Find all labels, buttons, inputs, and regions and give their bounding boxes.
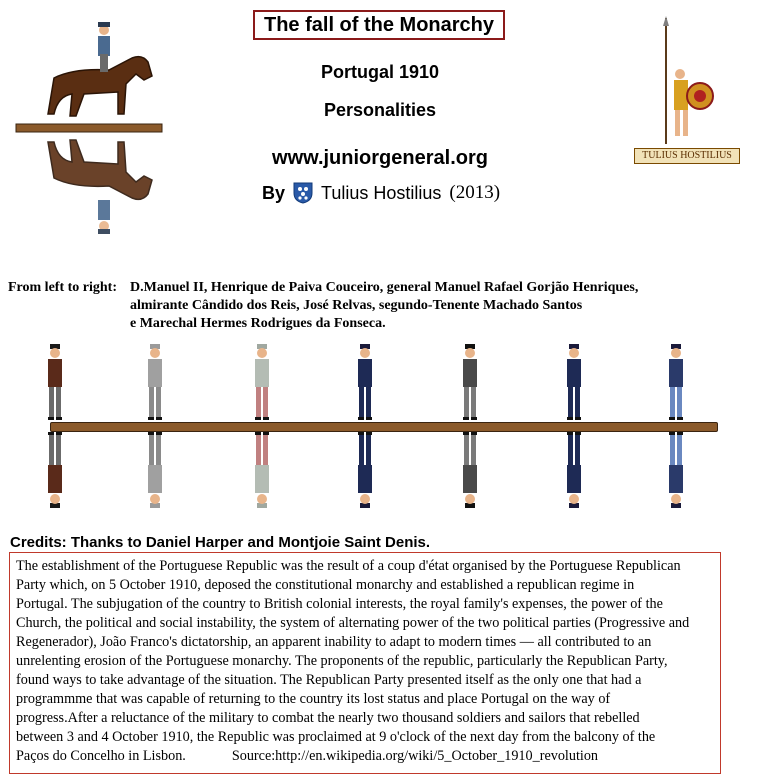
by-prefix: By [262, 182, 286, 203]
figure-7-icon [662, 340, 690, 510]
figure-1-icon [41, 340, 69, 510]
history-line: unrelenting erosion of the Portuguese monarchy. The proponents of the republic, particularly the Republican Party, [16, 653, 668, 669]
figure-6-icon [560, 340, 588, 510]
subtitle-section: Personalities [323, 100, 437, 120]
page-title: The fall of the Monarchy [253, 10, 505, 40]
author-year: (2013) [449, 182, 501, 203]
personalities-prefix: From left to right: [8, 280, 117, 295]
personalities-line-3: e Marechal Hermes Rodrigues da Fonseca. [130, 316, 386, 331]
source-link[interactable]: Source:http://en.wikipedia.org/wiki/5_October_1910_revolution [231, 748, 599, 764]
history-paragraph [16, 557, 714, 766]
figures-row [0, 340, 768, 510]
author-byline [262, 182, 500, 204]
website-url[interactable]: www.juniorgeneral.org [272, 147, 488, 169]
personalities-line-1: D.Manuel II, Henrique de Paiva Couceiro, general Manuel Rafael Gorjão Henriques, [130, 280, 639, 295]
history-line: found ways to take advantage of the situation. The Republican Party presented itself as the only one that had a [16, 672, 642, 688]
history-line: programmme that was capable of returning to the country its lost status and place Portugal on the way of [16, 691, 611, 707]
horse-icon [48, 22, 152, 116]
history-line: Paços do Concelho in Lisbon. [16, 748, 186, 764]
subtitle-country: Portugal 1910 [320, 62, 440, 82]
credits-text: Credits: Thanks to Daniel Harper and Montjoie Saint Denis. [10, 534, 431, 551]
history-line: Party which, on 5 October 1910, deposed the constitutional monarchy and established a republican regime in [16, 577, 635, 593]
figure-2-icon [141, 340, 169, 510]
figure-3-icon [248, 340, 276, 510]
history-line: Church, the political and social instability, the system of alternating power of the two political parties (Progressive and [16, 615, 690, 631]
history-line: The establishment of the Portuguese Republic was the result of a coup d'état organised by the Portuguese Republican [16, 558, 681, 574]
history-line: progress.After a reluctance of the military to combat the nearly two thousand soldiers and sailors that rebelled [16, 710, 640, 726]
shield-icon [293, 182, 313, 204]
history-line: Regenerador), João Franco's dictatorship, an apparent inability to adapt to modern times — all contributed to an [16, 634, 652, 650]
personalities-line-2: almirante Cândido dos Reis, José Relvas, segundo-Tenente Machado Santos [130, 298, 583, 313]
history-line: Portugal. The subjugation of the country to British colonial interests, the royal family's expenses, the power of the [16, 596, 663, 612]
spearman-figure [658, 16, 718, 148]
history-text-box [9, 552, 721, 774]
author-name: Tulius Hostilius [321, 182, 442, 203]
horseman-figure [14, 18, 164, 243]
author-figure-label: TULIUS HOSTILIUS [634, 148, 740, 164]
figure-4-icon [351, 340, 379, 510]
figure-5-icon [456, 340, 484, 510]
history-line: between 3 and 4 October 1910, the Republic was proclaimed at 9 o'clock of the next day from the balcony of the [16, 729, 656, 745]
